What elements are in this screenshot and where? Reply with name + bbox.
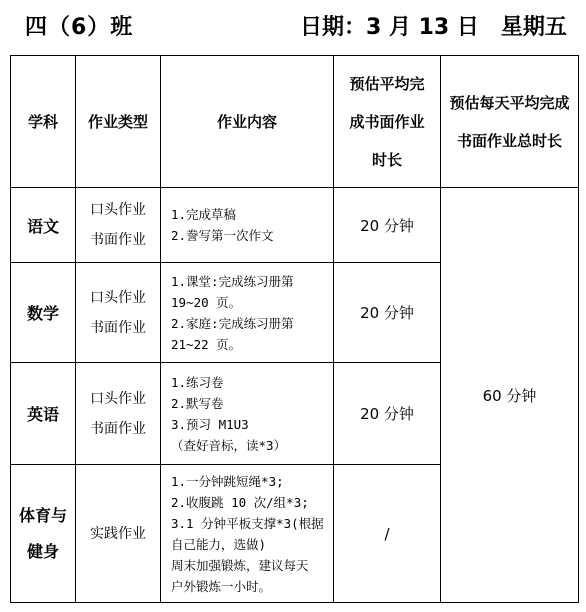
col-header-subject: 学科 [11, 56, 76, 188]
date-text: 日期：3 月 13 日 [300, 15, 479, 40]
subject-cell: 语文 [11, 188, 76, 263]
type-cell: 口头作业 书面作业 [76, 188, 161, 263]
subject-cell: 体育与 健身 [11, 465, 76, 603]
col-header-total-time: 预估每天平均完成 书面作业总时长 [441, 56, 579, 188]
type-cell: 实践作业 [76, 465, 161, 603]
duration-cell: 20 分钟 [334, 363, 441, 465]
class-title: 四（6）班 [25, 15, 134, 40]
weekday-text: 星期五 [500, 15, 567, 40]
subject-cell: 数学 [11, 263, 76, 363]
homework-table [10, 55, 579, 603]
duration-cell: 20 分钟 [334, 188, 441, 263]
type-cell: 口头作业 书面作业 [76, 263, 161, 363]
content-cell: 1.完成草稿 2.誊写第一次作文 [161, 188, 334, 263]
type-cell: 口头作业 书面作业 [76, 363, 161, 465]
col-header-avg-time: 预估平均完 成书面作业 时长 [334, 56, 441, 188]
content-cell: 1.一分钟跳短绳*3; 2.收腹跳 10 次/组*3; 3.1 分钟平板支撑*3(根据 自己能力，选做) 周末加强锻炼，建议每天 户外锻炼一小时。 [161, 465, 334, 603]
col-header-content: 作业内容 [161, 56, 334, 188]
total-duration-cell: 60 分钟 [441, 188, 579, 603]
date-line [300, 10, 567, 41]
content-cell: 1.练习卷 2.默写卷 3.预习 M1U3 （查好音标，读*3） [161, 363, 334, 465]
table-row-chinese [11, 188, 579, 263]
content-cell: 1.课堂:完成练习册第 19~20 页。 2.家庭:完成练习册第 21~22 页。 [161, 263, 334, 363]
duration-cell: 20 分钟 [334, 263, 441, 363]
col-header-type: 作业类型 [76, 56, 161, 188]
duration-cell: / [334, 465, 441, 603]
subject-cell: 英语 [11, 363, 76, 465]
header-row [11, 56, 579, 188]
